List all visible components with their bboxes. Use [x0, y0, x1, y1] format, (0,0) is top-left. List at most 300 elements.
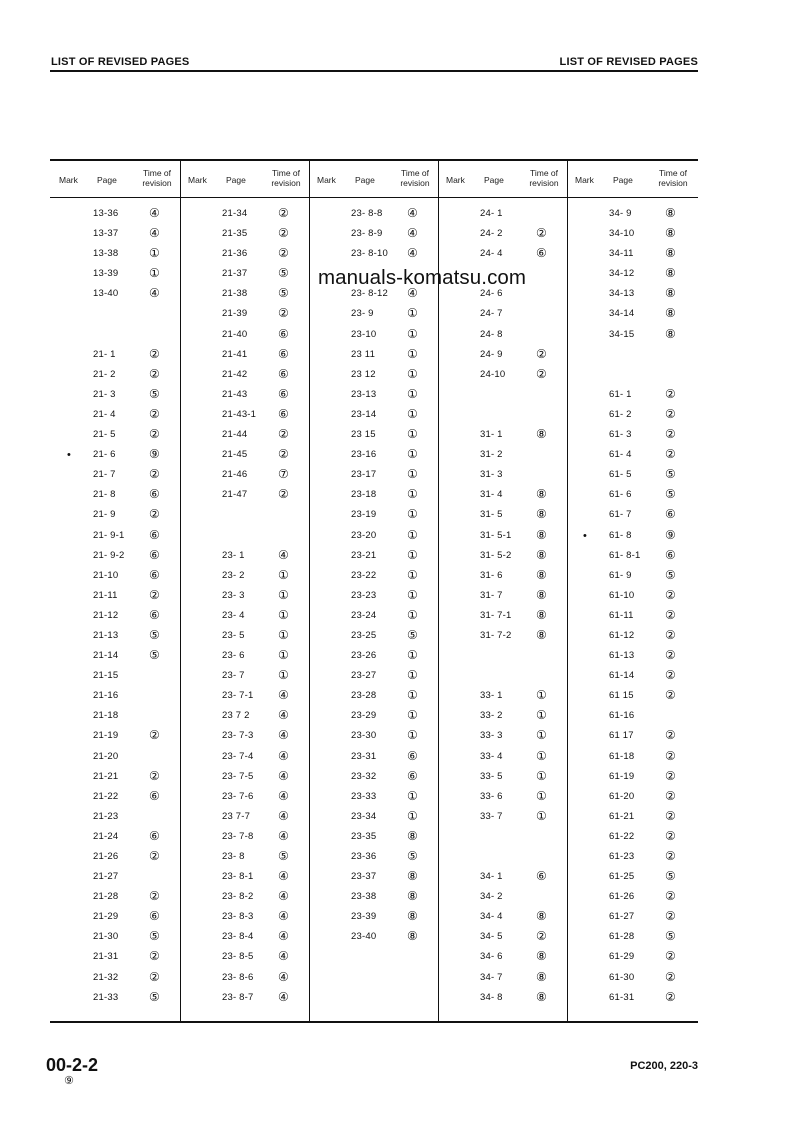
page-number-cell: 23- 7-8 [222, 830, 254, 842]
revision-number-cell: ⑤ [278, 286, 289, 301]
revision-number-cell: ⑤ [665, 567, 676, 582]
revision-number-cell: ② [278, 487, 289, 502]
table-row [51, 589, 180, 609]
table-row [438, 890, 567, 910]
page-number-cell: 23-31 [351, 750, 377, 762]
revision-number-cell: ⑤ [407, 849, 418, 863]
page-number-cell: 61- 8 [609, 529, 632, 541]
revision-number-cell: ① [536, 728, 547, 743]
table-row [438, 770, 567, 790]
page-number-cell: 23-23 [351, 589, 377, 601]
table-row [567, 790, 696, 810]
table-row [309, 428, 438, 448]
page-number-cell: 61- 1 [609, 388, 632, 400]
column-header-group [309, 163, 438, 197]
page-number-cell: 21-13 [93, 629, 119, 641]
revision-number-cell: ④ [278, 708, 289, 723]
revision-number-cell: ① [407, 386, 418, 401]
column-header-mark: Mark [188, 175, 207, 185]
revision-number-cell: ⑥ [278, 406, 289, 421]
page-number-cell: 21-15 [93, 670, 119, 682]
revision-number-cell: ② [665, 386, 676, 401]
page-number-cell: 23-33 [351, 790, 377, 802]
revision-number-cell: ② [665, 587, 676, 602]
table-row [180, 870, 309, 890]
table-row [51, 669, 180, 689]
page-number-cell: 21-45 [222, 449, 248, 461]
table-row [567, 207, 696, 227]
table-row [180, 830, 309, 850]
revision-number-cell: ④ [278, 748, 289, 763]
page-number-cell: 21-35 [222, 228, 248, 240]
page-number-cell: 23-40 [351, 931, 377, 943]
table-row [51, 850, 180, 870]
table-row [567, 307, 696, 327]
page-number-cell: 61-30 [609, 971, 635, 983]
page-number-cell: 31- 7-2 [480, 629, 512, 641]
page-number-cell: 24- 2 [480, 228, 503, 240]
revision-number-cell: ⑤ [665, 467, 676, 482]
page-number-cell: 21-41 [222, 348, 248, 360]
column-header-mark: Mark [446, 175, 465, 185]
table-row [567, 850, 696, 870]
table-row [180, 910, 309, 930]
revision-number-cell: ① [536, 708, 547, 723]
table-row [51, 890, 180, 910]
revision-number-cell: ⑧ [536, 547, 547, 562]
revision-number-cell: ④ [278, 909, 289, 924]
table-row [567, 488, 696, 508]
revision-number-cell: ⑤ [149, 627, 160, 642]
table-row [51, 247, 180, 267]
column-header-page: Page [484, 175, 504, 185]
page-number-cell: 31- 5 [480, 509, 503, 521]
page-number-cell: 23- 7-3 [222, 730, 254, 742]
revision-number-cell: ⑧ [536, 607, 547, 622]
page-number-cell: 21-18 [93, 710, 119, 722]
revision-number-cell: ⑧ [536, 989, 547, 1004]
revision-number-cell: ① [278, 648, 289, 663]
revision-number-cell: ② [665, 427, 676, 442]
table-row [309, 468, 438, 488]
revision-number-cell: ② [149, 889, 160, 904]
table-row [180, 750, 309, 770]
page-number-cell: 61- 9 [609, 569, 632, 581]
revision-number-cell: ② [665, 808, 676, 823]
page-number-cell: 23-36 [351, 851, 377, 862]
column-header-mark: Mark [575, 175, 594, 185]
table-row [309, 629, 438, 649]
table-row [567, 810, 696, 830]
revision-number-cell: ② [149, 587, 160, 602]
table-row [51, 830, 180, 850]
page-number-cell: 61-31 [609, 991, 635, 1003]
table-row [567, 609, 696, 629]
table-row [438, 388, 567, 408]
revision-number-cell: ② [278, 306, 289, 321]
table-row [309, 890, 438, 910]
revision-number-cell: ⑧ [665, 306, 676, 321]
page-number-cell: 13-38 [93, 248, 119, 260]
page-number-cell: 23-13 [351, 388, 377, 400]
page-number-cell: 34-11 [609, 248, 634, 260]
page-number-cell: 61-11 [609, 609, 634, 621]
revision-number-cell: ② [665, 909, 676, 924]
page-number-cell: 31- 1 [480, 429, 503, 441]
page-number-cell: 23-20 [351, 529, 377, 541]
revision-number-cell: ⑧ [536, 527, 547, 542]
revision-number-cell: ④ [149, 206, 160, 220]
page-number-cell: 21- 7 [93, 469, 116, 481]
column-header-mark: Mark [59, 175, 78, 185]
page-number-cell: 23- 7-5 [222, 770, 254, 782]
table-row [51, 870, 180, 890]
revision-number-cell: ⑤ [149, 648, 160, 663]
page-number-cell: 21-33 [93, 991, 119, 1003]
page-number-cell: 31- 2 [480, 449, 503, 461]
table-row [567, 448, 696, 468]
table-row [567, 227, 696, 247]
revision-number-cell: ② [149, 467, 160, 482]
table-row [309, 729, 438, 749]
table-row [180, 991, 309, 1011]
revision-number-cell: ② [665, 949, 676, 964]
page-number-cell: 23- 8-3 [222, 911, 254, 923]
page-number-cell: 23- 8-12 [351, 288, 388, 300]
page-number-cell: 34-15 [609, 328, 635, 340]
page-number-cell: 61-16 [609, 710, 635, 722]
table-row [51, 609, 180, 629]
table-row [180, 388, 309, 408]
revision-number-cell: ① [407, 567, 418, 582]
table-row [309, 207, 438, 227]
page-number-cell: 21-11 [93, 589, 118, 601]
table-bottom-rule [50, 1021, 698, 1023]
table-row [438, 448, 567, 468]
revision-mark-bullet: • [583, 529, 587, 542]
page-number-cell: 23- 7 [222, 670, 245, 682]
revision-column [180, 207, 309, 1011]
page-number-cell: 34- 9 [609, 208, 632, 219]
table-row [51, 750, 180, 770]
revision-number-cell: ② [665, 648, 676, 663]
revision-number-cell: ① [407, 427, 418, 442]
page-number-cell: 23-32 [351, 770, 377, 782]
revision-number-cell: ② [665, 788, 676, 803]
revision-number-cell: ⑥ [278, 386, 289, 401]
table-row [180, 629, 309, 649]
table-row [180, 569, 309, 589]
column-header-group [438, 163, 567, 197]
revision-number-cell: ① [407, 447, 418, 462]
page-number-cell: 21-26 [93, 851, 119, 862]
table-row [51, 529, 180, 549]
table-row [51, 328, 180, 348]
revision-number-cell: ② [149, 768, 160, 783]
column-header-time: Time of revision [271, 168, 301, 188]
table-row [309, 830, 438, 850]
page-number-cell: 21-21 [93, 770, 119, 782]
table-row [438, 529, 567, 549]
table-row [567, 870, 696, 890]
page-number-cell: 23- 6 [222, 650, 245, 662]
table-row [309, 910, 438, 930]
revision-number-cell: ① [407, 366, 418, 381]
revision-number-cell: ⑤ [407, 627, 418, 642]
table-row [309, 649, 438, 669]
page-number-cell: 21-30 [93, 931, 119, 943]
revision-number-cell: ⑥ [665, 547, 676, 562]
table-row [180, 669, 309, 689]
page-number-cell: 21-40 [222, 328, 248, 340]
revision-number-cell: ② [149, 427, 160, 442]
revision-number-cell: ⑥ [665, 507, 676, 522]
revision-number-cell: ⑧ [665, 326, 676, 341]
revision-number-cell: ⑤ [665, 487, 676, 502]
table-row [309, 287, 438, 307]
page-number-cell: 61-27 [609, 911, 635, 923]
page-number-cell: 13-37 [93, 228, 119, 240]
revision-number-cell: ④ [407, 226, 418, 241]
page-number-cell: 61 15 [609, 690, 634, 702]
table-row [567, 770, 696, 790]
table-row [180, 348, 309, 368]
table-row [438, 287, 567, 307]
page-number-cell: 21-43-1 [222, 408, 257, 420]
table-row [51, 950, 180, 970]
revision-number-cell: ② [665, 447, 676, 462]
model-label: PC200, 220-3 [630, 1060, 698, 1072]
revision-number-cell: ⑤ [665, 869, 676, 884]
revision-number-cell: ② [278, 226, 289, 241]
page-number-cell: 21-12 [93, 609, 119, 621]
revision-number-cell: ⑥ [149, 547, 160, 562]
table-row [180, 930, 309, 950]
page-number-cell: 61 17 [609, 730, 634, 742]
revision-number-cell: ⑥ [149, 567, 160, 582]
page-number-cell: 23-21 [351, 549, 377, 561]
table-row [567, 348, 696, 368]
page-number-cell: 23- 5 [222, 629, 245, 641]
page-number-cell: 23-26 [351, 650, 377, 662]
table-row [51, 388, 180, 408]
page-number-cell: 23- 3 [222, 589, 245, 601]
revision-number-cell: ④ [278, 989, 289, 1004]
revision-number-cell: ⑧ [665, 286, 676, 301]
column-header-group [180, 163, 309, 197]
page-number-cell: 21- 9-1 [93, 529, 125, 541]
revision-number-cell: ② [665, 607, 676, 622]
table-top-rule [50, 159, 698, 161]
page-number-cell: 21-42 [222, 368, 248, 380]
revision-number-cell: ② [149, 949, 160, 964]
revision-number-cell: ⑧ [536, 507, 547, 522]
page-number-cell: 21-47 [222, 489, 248, 501]
page-number-cell: 13-39 [93, 268, 119, 280]
page-number-cell: 61-19 [609, 770, 635, 782]
page-number-cell: 23 11 [351, 348, 376, 360]
table-row [309, 307, 438, 327]
revision-number-cell: ⑧ [665, 246, 676, 261]
page-number-cell: 31- 4 [480, 489, 503, 501]
table-row [180, 709, 309, 729]
page-number-cell: 34- 7 [480, 971, 503, 983]
revision-mark-bullet: • [67, 449, 71, 462]
page-number-cell: 24- 9 [480, 348, 503, 360]
table-row [51, 267, 180, 287]
page-number-cell: 21-37 [222, 268, 248, 280]
table-row [438, 850, 567, 870]
page-number-cell: 23- 7-6 [222, 790, 254, 802]
column-header-page: Page [97, 175, 117, 185]
revision-number-cell: ② [665, 627, 676, 642]
table-row [309, 328, 438, 348]
revision-number-cell: ② [149, 366, 160, 381]
table-row [180, 328, 309, 348]
table-row [180, 448, 309, 468]
table-row [567, 549, 696, 569]
page-number-cell: 21-31 [93, 951, 119, 963]
page-number-cell: 34- 2 [480, 891, 503, 903]
table-header-rule [50, 197, 698, 198]
table-row [438, 569, 567, 589]
table-row [567, 247, 696, 267]
page-number-cell: 23-24 [351, 609, 377, 621]
table-row [51, 770, 180, 790]
revision-number-cell: ① [278, 567, 289, 582]
table-row [438, 549, 567, 569]
table-row [180, 287, 309, 307]
page-number-cell: 23-10 [351, 328, 377, 340]
table-row [309, 508, 438, 528]
table-row [51, 790, 180, 810]
page-number-cell: 23-38 [351, 891, 377, 903]
revision-number-cell: ② [665, 688, 676, 703]
page-number-cell: 23-22 [351, 569, 377, 581]
page-number-cell: 33- 4 [480, 750, 503, 762]
revision-number-cell: ② [536, 929, 547, 944]
table-row [567, 408, 696, 428]
table-row [438, 689, 567, 709]
page-number-cell: 61-13 [609, 650, 635, 662]
table-row [438, 468, 567, 488]
page-number-cell: 23- 8-9 [351, 228, 383, 240]
table-row [51, 649, 180, 669]
table-row [309, 348, 438, 368]
page-number-cell: 61-26 [609, 891, 635, 903]
table-row [180, 950, 309, 970]
table-row [309, 569, 438, 589]
revision-number-cell: ⑧ [407, 909, 418, 924]
page-number-cell: 34- 8 [480, 991, 503, 1003]
table-row [309, 689, 438, 709]
revision-number-cell: ⑤ [149, 929, 160, 944]
page-number-cell: 31- 6 [480, 569, 503, 581]
table-row [180, 368, 309, 388]
table-row [180, 529, 309, 549]
revision-number-cell: ⑥ [149, 487, 160, 502]
table-row [567, 508, 696, 528]
table-row [438, 247, 567, 267]
page-number-cell: 24- 6 [480, 288, 503, 300]
page-number-cell: 21-27 [93, 871, 119, 883]
page-number-cell: 23- 7-4 [222, 750, 254, 762]
table-row [567, 267, 696, 287]
page-number-cell: 61-23 [609, 851, 635, 862]
page-number-cell: 31- 7 [480, 589, 503, 601]
revision-number-cell: ② [665, 768, 676, 783]
revision-number-cell: ② [149, 969, 160, 984]
page-number-cell: 23-17 [351, 469, 377, 481]
page-number-cell: 61-14 [609, 670, 635, 682]
revision-number-cell: ② [665, 989, 676, 1004]
page-number-cell: 33- 6 [480, 790, 503, 802]
table-row [438, 709, 567, 729]
table-row [309, 488, 438, 508]
revision-number-cell: ⑤ [149, 386, 160, 401]
page-number-cell: 21- 4 [93, 408, 116, 420]
revision-number-cell: ② [278, 427, 289, 442]
page-number-cell: 23- 8-10 [351, 248, 388, 260]
table-row [51, 549, 180, 569]
revision-column [51, 207, 180, 1011]
column-header-time: Time of revision [529, 168, 559, 188]
table-row [51, 709, 180, 729]
table-row [309, 790, 438, 810]
table-row [309, 388, 438, 408]
table-row [438, 328, 567, 348]
column-header-group [567, 163, 696, 197]
table-row [309, 770, 438, 790]
page-number-cell: 21-32 [93, 971, 119, 983]
revision-number-cell: ① [278, 668, 289, 683]
revision-number-cell: ② [149, 406, 160, 421]
revision-number-cell: ① [407, 728, 418, 743]
table-row [309, 810, 438, 830]
table-row [567, 950, 696, 970]
table-row [51, 971, 180, 991]
revision-number-cell: ⑥ [536, 246, 547, 261]
table-row [438, 750, 567, 770]
page-number-cell: 23-27 [351, 670, 377, 682]
page-number-cell: 61-10 [609, 589, 635, 601]
page-number-cell: 61- 3 [609, 429, 632, 441]
page-number-cell: 23-19 [351, 509, 377, 521]
header-rule [50, 70, 698, 72]
revision-number-cell: ⑧ [536, 427, 547, 442]
table-row [180, 408, 309, 428]
table-row [180, 850, 309, 870]
table-row [51, 287, 180, 307]
page-number-cell: 21- 5 [93, 429, 116, 441]
table-row [567, 287, 696, 307]
revision-number-cell: ④ [278, 788, 289, 803]
page-number-cell: 61-29 [609, 951, 635, 963]
page-number-cell: 23 7-7 [222, 810, 251, 822]
page-number-cell: 23- 4 [222, 609, 245, 621]
revision-number-cell: ② [149, 849, 160, 863]
page-number-cell: 23- 8-2 [222, 891, 254, 903]
table-row [438, 830, 567, 850]
revision-number-cell: ⑧ [407, 828, 418, 843]
page-number-cell: 61-20 [609, 790, 635, 802]
page-number-cell: 21-44 [222, 429, 248, 441]
revision-number-cell: ② [278, 447, 289, 462]
table-row [567, 669, 696, 689]
page-number-cell: 21-10 [93, 569, 119, 581]
revision-column [567, 207, 696, 1011]
column-header-page: Page [226, 175, 246, 185]
